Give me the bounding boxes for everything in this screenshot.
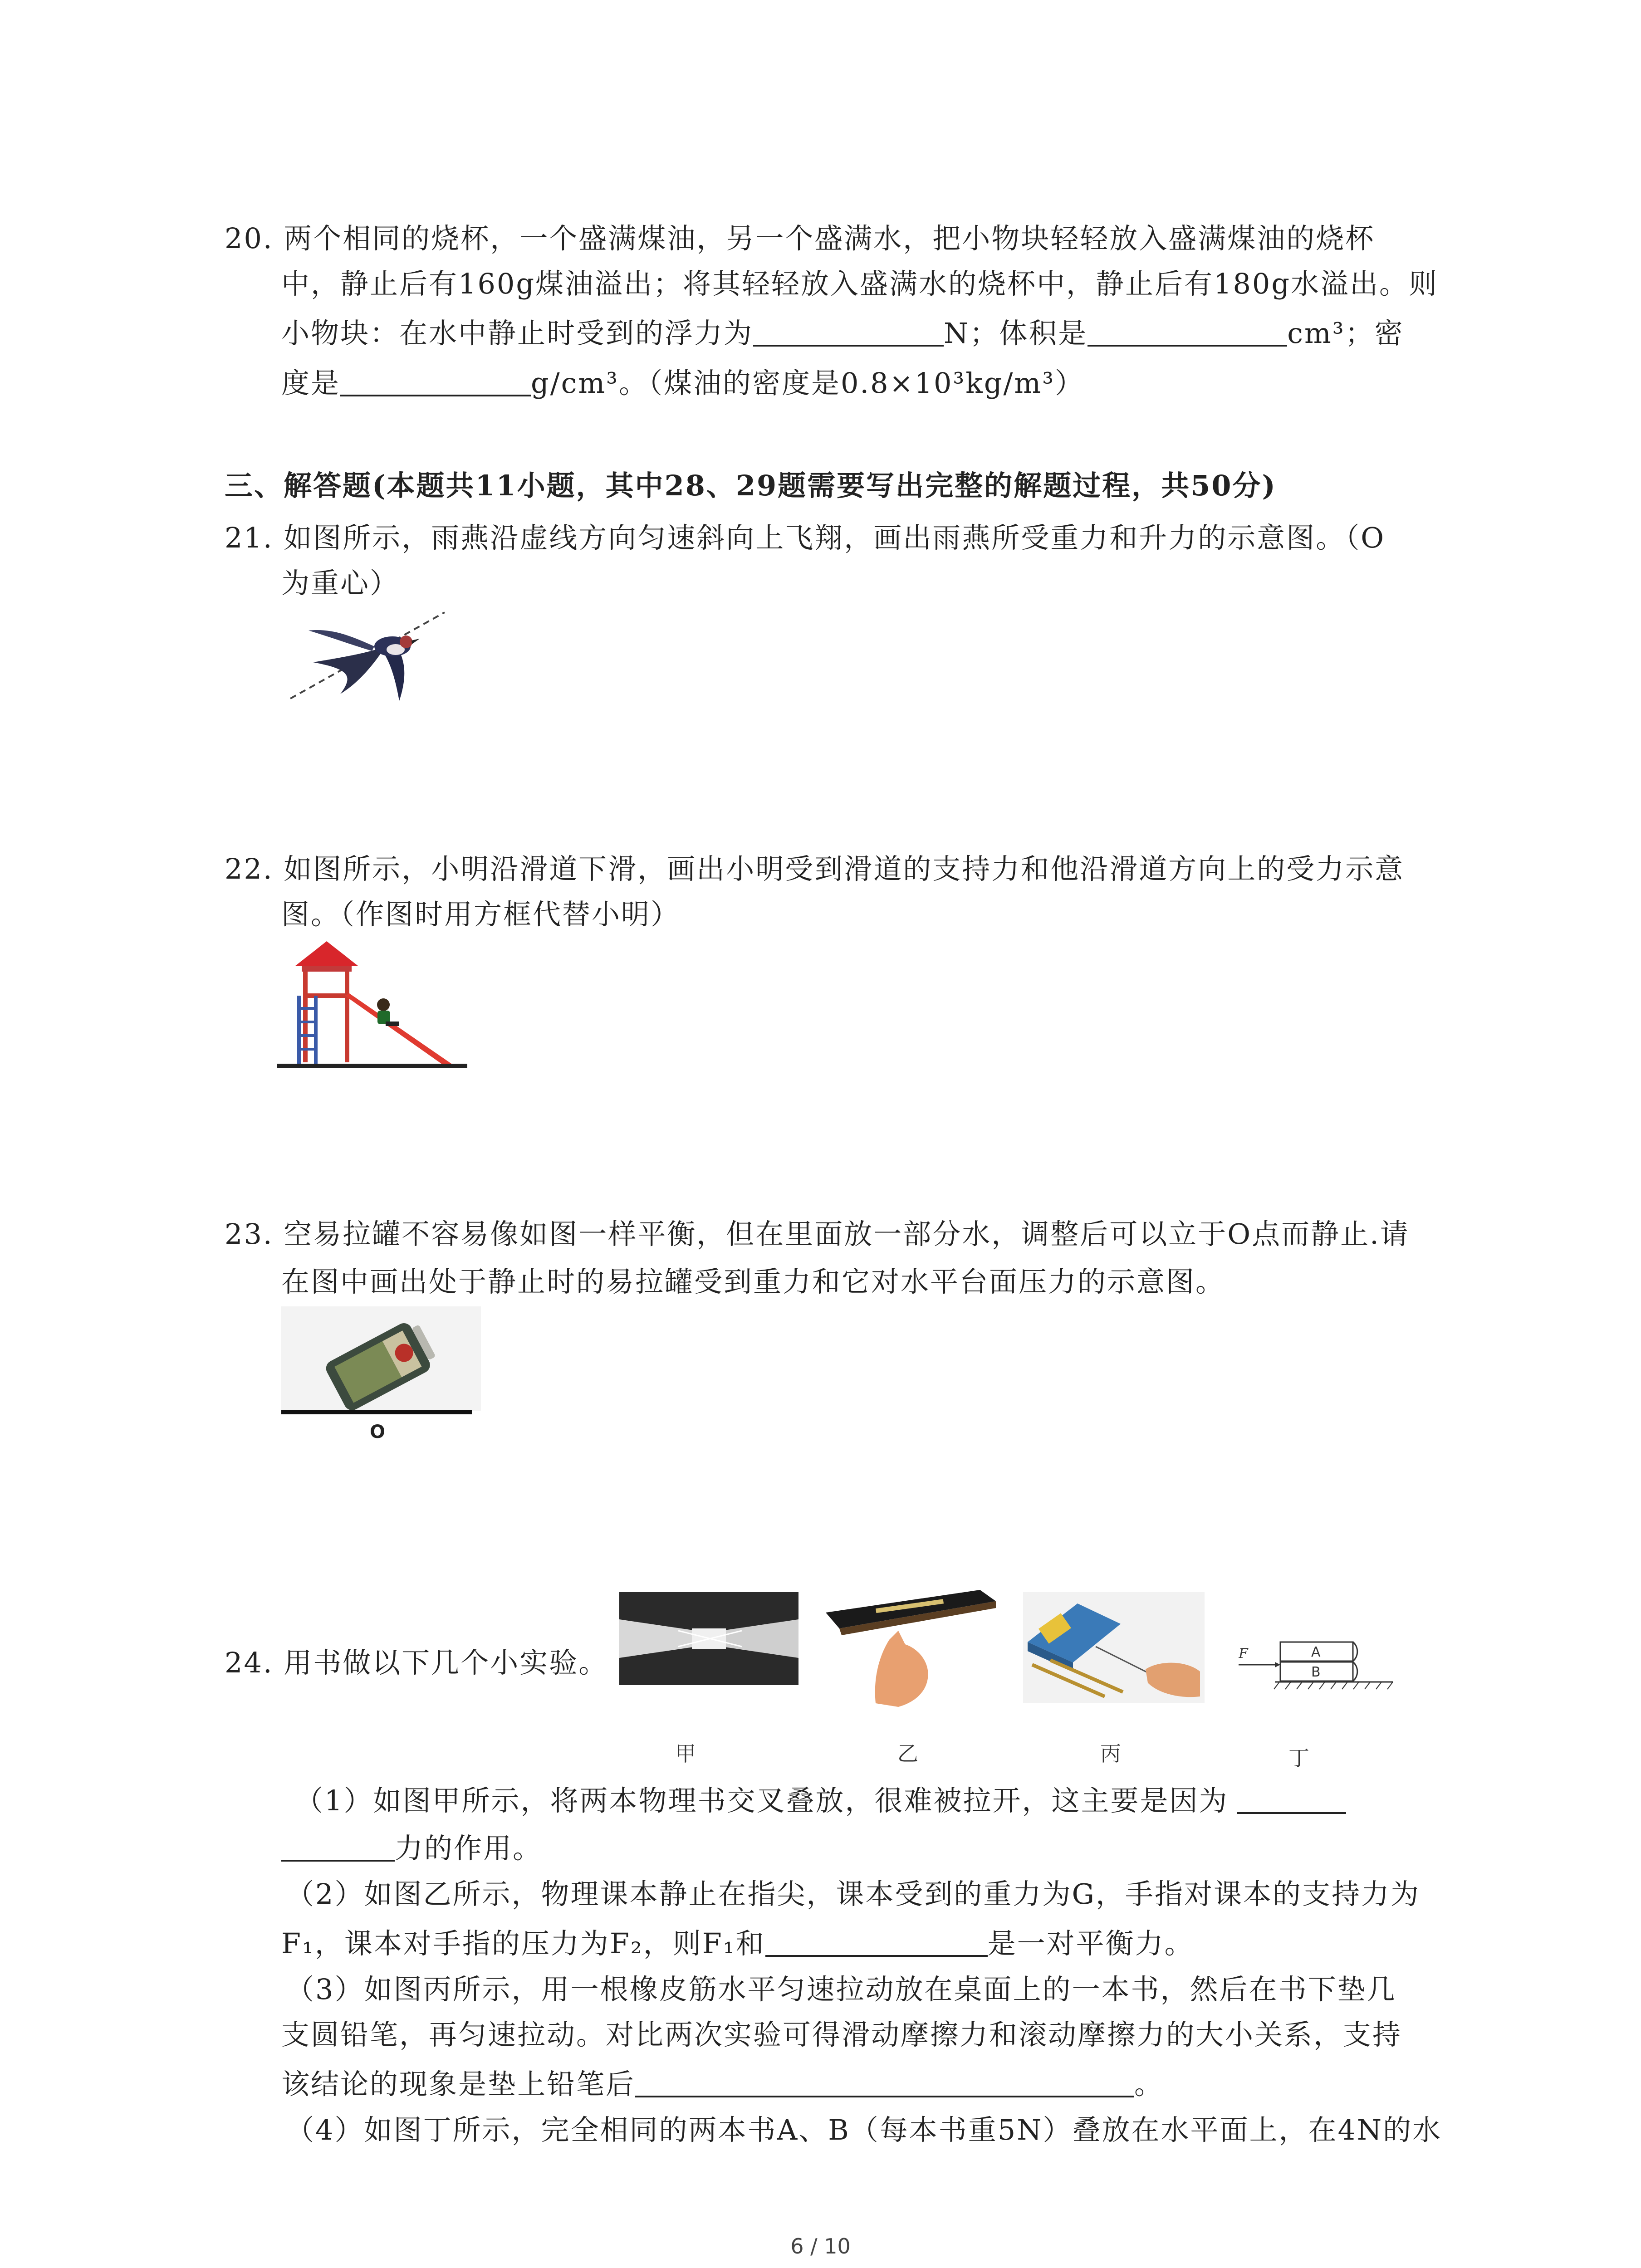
slide-figure: [277, 939, 467, 1075]
q20-line-4-text-b: g/cm³。（煤油的密度是0.8×10³kg/m³）: [531, 367, 1085, 400]
q20-blank-volume[interactable]: [1087, 318, 1287, 347]
ding-book-a-label: A: [1311, 1644, 1321, 1660]
q20-line-2: 中，静止后有160g煤油溢出；将其轻轻放入盛满水的烧杯中，静止后有180g水溢出。则: [281, 267, 1439, 300]
q20-line-3-text-b: N；体积是: [944, 317, 1088, 350]
q24-part3-line-3: [281, 2068, 1164, 2101]
q24-part2-line-2: [281, 1928, 1194, 1958]
q24-blank-2[interactable]: [765, 1928, 988, 1957]
q24-part1-text-b: 力的作用。: [395, 1832, 543, 1865]
q20-blank-buoyancy[interactable]: [753, 318, 944, 347]
q24-part4-line-1: （4）如图丁所示，完全相同的两本书A、B（每本书重5N）叠放在水平面上，在4N的水: [286, 2113, 1442, 2146]
q22-line-1: 22. 如图所示，小明沿滑道下滑，画出小明受到滑道的支持力和他沿滑道方向上的受力示意: [225, 852, 1405, 885]
q20-line-4: [281, 367, 1085, 400]
caption-jia: 甲: [675, 1741, 696, 1766]
q24-part1-text: （1）如图甲所示，将两本物理书交叉叠放，很难被拉开，这主要是因为: [295, 1784, 1229, 1817]
q24-blank-1a[interactable]: [1237, 1785, 1346, 1814]
q24-part3-text-c: 该结论的现象是垫上铅笔后: [281, 2068, 636, 2101]
section-3-heading: 三、解答题(本题共11小题，其中28、29题需要写出完整的解题过程，共50分): [225, 469, 1277, 502]
swallow-figure: [281, 603, 454, 717]
caption-yi: 乙: [897, 1741, 918, 1766]
can-figure: [281, 1306, 481, 1452]
q20-line-1: 20. 两个相同的烧杯，一个盛满煤油，另一个盛满水，把小物块轻轻放入盛满煤油的烧杯: [225, 222, 1375, 255]
q23-line-2: 在图中画出处于静止时的易拉罐受到重力和它对水平台面压力的示意图。: [281, 1265, 1225, 1298]
q24-blank-3[interactable]: [635, 2068, 1134, 2097]
caption-ding: 丁: [1288, 1746, 1309, 1770]
q24-part2-line-1: （2）如图乙所示，物理课本静止在指尖，课本受到的重力为G，手指对课本的支持力为: [286, 1877, 1420, 1911]
q24-part2-text-c: 是一对平衡力。: [987, 1927, 1194, 1960]
figure-bing-pencils: [1023, 1592, 1205, 1703]
q24-part1-line-2: [281, 1832, 543, 1865]
ding-force-label: F: [1239, 1646, 1248, 1662]
q20-blank-density[interactable]: [340, 367, 531, 396]
q24-part3-line-1: （3）如图丙所示，用一根橡皮筋水平匀速拉动放在桌面上的一本书，然后在书下垫几: [286, 1973, 1396, 2006]
q21-line-1: 21. 如图所示，雨燕沿虚线方向匀速斜向上飞翔，画出雨燕所受重力和升力的示意图。（O: [225, 521, 1386, 554]
figure-jia-books: [619, 1592, 798, 1685]
caption-bing: 丙: [1100, 1741, 1121, 1766]
q24-blank-1b[interactable]: [281, 1833, 395, 1862]
q20-line-3-text-c: cm³；密: [1287, 317, 1404, 350]
q21-line-2: 为重心）: [281, 567, 400, 600]
q24-part2-text-b: F₁，课本对手指的压力为F₂，则F₁和: [281, 1927, 765, 1960]
figure-ding-books-ab: [1239, 1633, 1393, 1692]
can-o-label: O: [370, 1422, 386, 1442]
q20-line-3-text-a: 小物块：在水中静止时受到的浮力为: [281, 317, 754, 350]
q24-part1-line-1: [295, 1785, 1346, 1815]
q24-part3-line-2: 支圆铅笔，再匀速拉动。对比两次实验可得滑动摩擦力和滚动摩擦力的大小关系，支持: [281, 2018, 1402, 2051]
q24-part3-text-d: 。: [1134, 2068, 1164, 2101]
figure-yi-finger: [821, 1581, 998, 1708]
page-number: 6 / 10: [790, 2234, 851, 2258]
q20-line-3: [281, 317, 1404, 350]
ding-book-b-label: B: [1311, 1664, 1321, 1680]
q20-line-4-text-a: 度是: [281, 367, 341, 400]
q24-line-0: 24. 用书做以下几个小实验。: [225, 1646, 608, 1679]
q22-line-2: 图。（作图时用方框代替小明）: [281, 898, 681, 931]
q23-line-1: 23. 空易拉罐不容易像如图一样平衡，但在里面放一部分水，调整后可以立于O点而静止.请: [225, 1217, 1410, 1251]
